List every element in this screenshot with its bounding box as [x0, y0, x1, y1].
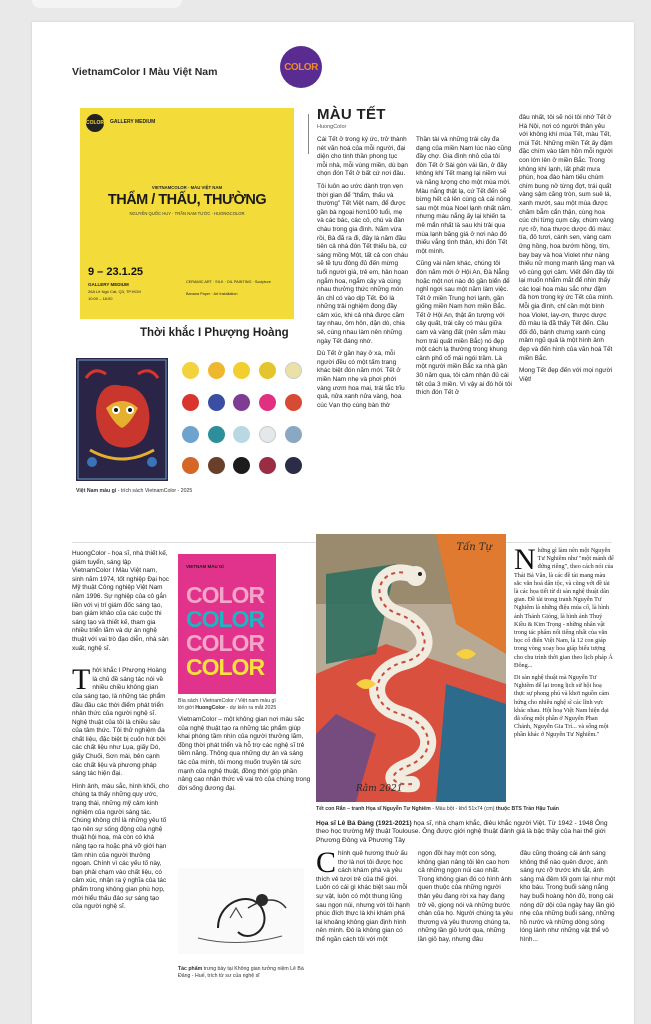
top-tab: [32, 0, 182, 8]
color-swatch: [182, 394, 199, 411]
bio-p2: [72, 663, 170, 779]
snake-painting-svg: [316, 534, 506, 802]
nguyen-p1: [514, 547, 614, 670]
le-ba-dang-name: Họa sĩ Lê Bá Đảng (1921-2021): [316, 820, 412, 827]
magazine-page: [32, 22, 634, 1024]
book-label: VIETNAM MÀU GÌ: [186, 564, 224, 569]
color-swatch: [233, 426, 250, 443]
book-cover: [178, 554, 276, 694]
col3-p2: Mong Tết đẹp đến với mọi người Việt!: [519, 367, 613, 383]
col2-p2: Cũng vài năm khác, chúng tôi đón năm mới ở Hội An, Đà Nẵng hoặc một nơi nào đó gần biển để nghỉ ngơi sau một năm làm việc. Tết ở miền Trung hơi lạnh, gần giống miền Nam hơn miền Bắc. Tết ở Hội An, thật ấn tượng với cây quất, trái cây có màu giữa cam và vàng đất (nên sắm màu hơn trái quất miền Bắc) nó đẹp một cách lạ thường trong khung cảnh phố cổ mái ngói trầm. Là một người miền Bắc xa nhà gần 30 năm qua, tôi cảm nhận đủ cái tết của 3 miền. Vì vậy ai đó hỏi tôi thích đón Tết ở: [416, 260, 512, 397]
col2-p1: Thần tài và những trái cây đa dạng của miền Nam lúc nào cũng đầy chợ. Gia đình nhỏ của tôi đón Tết ở Sài gòn vài lần, ở đây không khí Tết mang lại niềm vui và năng lượng cho một mùa mới. Màu nắng thật lạ, cứ Tết đến sẽ bừng hết cả lên cùng cả cái nóng sau một mùa Noel lạnh nhất năm, nhưng màu nắng ấy lại khiến ta mê mẩn nhất là sau khi trải qua mùa lạnh băng giá ở nơi nào đó thiếu vắng tình thân, khi đón Tết một mình.: [416, 136, 512, 255]
color-swatch: [285, 362, 302, 379]
bottom-c1: [316, 850, 412, 945]
poster-eyebrow: VIETNAMCOLOR · MÀU VIỆT NAM: [151, 185, 223, 190]
col1-p1: Cái Tết ở trong ký ức, trở thành nét văn hoá của mỗi người, đại diện cho tinh thần phong tục mỗi nhà, mỗi vùng miền, dù bạn chọn đón Tết ở bất cứ nơi đâu.: [317, 136, 408, 178]
bottom-column-2: ngọn đồi hay một con sông, không gian nâng tôi lên cao hơn cả những ngọn núi cao nhất. Trong không gian đó có hình ảnh quen thuộc của những người thân yêu đang rời xa hay đang trở về, giọng nói và những bước chân của họ. Người chúng ta yêu thương và yêu thương chúng ta, những lần giỏ lướt qua, những lần giỏ bay, nhưng đâu: [418, 850, 513, 943]
poster-hours: 10:00 – 18:00: [88, 296, 113, 301]
row1-caption-rest: - trích sách VietnamColor - 2025: [117, 488, 193, 494]
color-swatch: [259, 457, 276, 474]
article-column-3: [519, 114, 615, 534]
row1-caption: [76, 488, 316, 495]
color-swatch: [233, 457, 250, 474]
color-swatch: [233, 362, 250, 379]
poster-logo-text: COLOR: [85, 120, 105, 126]
phoenix-painting-svg: [76, 358, 168, 481]
poster-artists: NGUYỄN QUỐC HUY · TRẦN NAM TƯỚC · HUONGCOLOR: [129, 211, 245, 216]
swatch-grid: [178, 362, 306, 480]
snake-caption-bold: Tết con Rắn – tranh Họa sĩ Nguyễn Tư Nghiêm: [316, 806, 431, 812]
bottom-column-3: đâu cũng thoáng cái ánh sáng không thể nào quên được, ánh sáng rực rỡ trước khi tắt, ánh sáng mà đêm tối gom lại như một kho báu. Trong buổi sáng nắng hay buổi hoàng hôn đỏ, trong cái nóng dữ dội của ngày hay lần gió nhẹ của những buổi sáng, những hồ nước và những dòng sông lóng lánh như những vật thể vô hình...: [520, 850, 616, 943]
color-swatch: [182, 457, 199, 474]
book-caption-author: HuongColor: [195, 704, 226, 711]
snake-caption-end: thuộc BTS Trần Hậu Tuấn: [495, 806, 559, 812]
moment-heading: Thời khắc I Phượng Hoàng: [140, 327, 289, 339]
snake-year: Rằm 2021: [356, 784, 403, 794]
nguyen-drop-cap: N: [514, 547, 536, 576]
phoenix-painting: [76, 358, 168, 481]
poster-venue-address: 26A Lê Ngô Cát, Q3, TP.HCM: [88, 289, 141, 294]
le-ba-dang-rest: họa sĩ, nhà chạm khắc, điêu khắc người Việt. Từ 1942 - 1948 Ông theo học trường Mỹ thuật Toulouse. Ông được giới nghệ thuật đánh giá là bậc thầy của hai thế giới Phương Đông và Phương Tây: [316, 820, 608, 844]
book-word-1: COLOR: [186, 582, 265, 608]
poster-dates: 9 – 23.1.25: [88, 266, 144, 278]
book-word-4: COLOR: [186, 654, 265, 680]
nguyen-tu-nghiem-text: [514, 547, 614, 807]
lbd-caption-bold: Tác phẩm: [178, 966, 203, 972]
snake-caption-mid: - Màu bột - khổ 51x74 (cm): [432, 806, 495, 812]
poster-venue-name: GALLERY MEDIUM: [88, 282, 129, 287]
color-swatch: [208, 426, 225, 443]
article-divider: [308, 114, 309, 154]
bio-p1: HuongColor - họa sĩ, nhà thiết kế, giám tuyển, sáng lập VietnamColor I Màu Việt nam, sinh năm 1974, tốt nghiệp Đại học Mỹ thuật Công nghiệp Việt Nam năm 1996. Sự nghiệp của cô gắn liền với vị trí giám đốc sáng tạo, ban giám khảo của các cuộc thi sáng tạo và thiết kế, tham gia nhiều triển lãm và dự án nghệ thuật với vai trò đạo diễn, nhà sản xuất, nghệ sĩ.: [72, 550, 169, 652]
color-swatch: [208, 394, 225, 411]
snake-signature: Tấn Tự: [456, 542, 492, 553]
color-swatch: [259, 362, 276, 379]
le-ba-dang-caption: [178, 966, 312, 979]
book-caption-sub: [178, 705, 318, 712]
book-caption-title: Bìa sách I VietnamColor / Việt nam màu gì: [178, 698, 276, 704]
book-caption: [178, 698, 318, 711]
col1-p2: Tôi luôn ao ước dành trọn vẹn thời gian để "thẩm, thấu và thường" Tết Việt nam, để được gần bà ngoại hơn100 tuổi, mẹ và các bác, các cô, chú và đàn cháu trong gia đình. Năm vừa rồi, Bà đã ra đi, đây là năm đầu tiên cả nhà đón Tết thiếu bà, cứ sáng mồng Một, tất cả con cháu sẽ tề tựu đông đủ đến mừng tuổi người già, trẻ em, hân hoan ngắm hoa, ngắm cây và cùng nhau thưởng thức những món ăn chỉ có vào dịp Tết. Đó là những trải nghiệm đong đầy cảm xúc, khi cả nhà được cầm tay nhau, ôm hôn, dặn dò, chia sẻ, cùng nhau làm nên những ngày Tết đáng nhớ.: [317, 182, 409, 345]
book-caption-post: - dự kiến ra mắt 2025: [226, 704, 277, 711]
book-caption-pre: lời giới: [178, 704, 196, 711]
lbd-caption-rest: trưng bày tại Không gian tưởng niệm Lê Bá Đảng - Huế, trích từ sư của nghệ sĩ: [178, 966, 304, 979]
article-byline: HuongColor: [317, 124, 347, 130]
brand-header: VietnamColor I Màu Việt Nam: [72, 66, 218, 78]
bottom-c1-text: hính quê hương thuở ấu thơ là nơi tôi được học cách khám phá và yêu thích vẻ tươi trẻ của thế giới. Luôn có cái gì khác biệt sau mỗi sự vật, luôn có một thung lũng sau ngọn núi, nhưng với tôi hạnh phúc đích thực là khi khám phá lại khoảng không gian định hình nên mình. Đó là không gian có thể ngăn cách tôi với một: [316, 850, 410, 943]
color-swatch: [259, 394, 276, 411]
color-swatch: [208, 457, 225, 474]
color-swatch: [182, 426, 199, 443]
le-ba-dang-artwork: [178, 868, 304, 954]
col1-p3: Dù Tết ở gần hay ở xa, mỗi người đều có một tấm trang khác biệt đón năm mới. Tết ở miền Nam nhẹ và phơi phới vàng ươm hoa mai, trái tắc trĩu quả, nửa xanh nửa vàng, hoa cúc Vạn thọ cùng bàn thờ: [317, 350, 405, 409]
bio-drop-cap: T: [72, 663, 91, 697]
bottom-column-1: [316, 850, 412, 1022]
poster-color-logo: [86, 114, 104, 132]
nguyen-p1-text: hững gì làm nên một Nguyễn Tư Nghiêm như "một mảnh đế đứng riêng", theo cách nói của Thái Bá Vân, là các đề tài mang màu sắc văn hoá dân tộc, và cũng với đề tài là các họa tiết từ di sản nghệ thuật dân gian. Đề tài trong tranh Nguyễn Tư Nghiêm là những điệu múa cổ, là hình ảnh Thánh Gióng, là hình ảnh Thuý Kiều & Kim Trọng - những nhân vật trong tác phẩm nổi tiếng nhất của văn học cổ điển Việt Nam, là 12 con giáp trong vòng xoay hoa giáp biểu tượng cho chu trình thời gian theo lịch pháp Á Đông...: [514, 547, 614, 669]
color-swatch: [259, 426, 276, 443]
poster-media-2: Banana Paper · Art Installation: [186, 292, 238, 296]
col3-p1: đâu nhất, tôi sẽ nói tôi nhớ Tết ở Hà Nội, nơi có người thân yêu với không khí mùa Tết, màu Tết, mùi Tết. Những miền Tết ấy đậm đặc chím vào tâm hồn mỗi người con lớn lên ở miền Bắc. Trong không khí lạnh, lất phất mưa phùn, hoa đào hàm tiếu chúm chím bung nở từng đợt, trái quất vàng sậm căng tròn, sum suê lá, xanh mướt, sau một mùa được chăm bẵm cẩn thận, cùng hoa cúc chi từng cụm cây, chùm vàng rực rỡ, hoa thược dược đủ màu: tía, đỏ tươi, cánh sen, vàng cam ửng hồng, hoa bướm hồng, tím, bay bay và hoa Violet như nàng thiếu nữ mong manh lặng mạn và vô cùng gợi cảm. Viết đến đây tôi lại muốn nhắm mắt để nhìn thấy các loại hoa màu sắc như đậm đà hơn trong ký ức Tết của mình. Mỗi gia đình, chỉ cần một bình hoa Violet, lay-ơn, thược dược đủ màu là đã thấy Tết đến. Cầu đối đỏ, bánh chưng xanh cùng mâm ngũ quả là một hình ảnh đẹp và đến hình của văn hoá Tết miền Bắc.: [519, 114, 615, 362]
color-swatch: [285, 426, 302, 443]
le-ba-dang-artwork-svg: [178, 868, 304, 954]
book-word-2: COLOR: [186, 606, 265, 632]
article-column-1: [317, 136, 409, 536]
row1-caption-bold: Việt Nam màu gì: [76, 488, 117, 494]
book-word-3: COLOR: [186, 630, 265, 656]
color-swatch: [233, 394, 250, 411]
bio-p2-text: hời khắc I Phượng Hoàng là chủ đề sáng tác nói về nhiều chiều không gian của sáng tạo, là những tác phẩm đầu đầu các thời điểm phát triển nhân thức của người nghệ sĩ. Nghệ thuật của tôi là chiều sâu của tâm thức. Tôi thử nghiệm đa chất liệu, đặc biệt bị cuốn hút bởi các chất liệu như Lụa, giấy Dó, giấy Chuối, Sơn mài, bên cạnh các chất liệu và phương pháp sáng tác hiện đại.: [72, 667, 167, 778]
color-swatch: [208, 362, 225, 379]
color-logo: [280, 46, 322, 88]
poster-gallery-logo: GALLERY MEDIUM: [110, 119, 156, 125]
le-ba-dang-bio: [316, 820, 616, 845]
article-title: MÀU TẾT: [317, 106, 386, 123]
poster-title: THẨM / THẤU, THƯỜNG: [107, 192, 267, 208]
vietnamcolor-text: VietnamColor – một không gian nơi màu sắc của nghệ thuật tạo ra những tác phẩm giúp khai phóng tầm nhìn của người thưởng lãm, đồng thời phát triển và hỗ trợ các nghệ sĩ trẻ tiềm năng. Thông qua những dự án và sáng tác của mình, tôi mong muốn truyền tải sức mạnh của nghệ thuật, đồng thời góp phần nâng cao nhận thức về vai trò của chúng trong đời sống đương đại.: [178, 716, 311, 792]
bottom-drop-cap: C: [316, 850, 337, 879]
bio-p3: Hình ảnh, màu sắc, hình khối, cho chúng ta thấy những quy ước, trạng thái, những mỹ cảm kinh nghiệm của người sáng tác. Chúng không chỉ là những yêu tố tạo nên sự sống động của nghệ thuật hội hoạ, mà còn có khả năng tạo ra hoặc phá vỡ giới hạn tầm nhìn của người thưởng ngoạn. Chính vì các yếu tố này, bạn phải chạm vào chất liệu, có cảm xúc, nhận ra ý nghĩa của tác phẩm trong không gian phù hợp, mới hiểu thấu đáo sự sáng tạo của người nghệ sĩ.: [72, 782, 169, 911]
snake-painting: [316, 534, 506, 802]
color-swatch: [285, 394, 302, 411]
exhibition-poster: [80, 108, 294, 319]
color-logo-text: COLOR: [284, 61, 318, 73]
color-swatch: [182, 362, 199, 379]
poster-media-1: CERAMIC ART · SILK · OIL PAINTING · Sculpture: [186, 280, 271, 284]
color-swatch: [285, 457, 302, 474]
bio-text: [72, 550, 170, 1010]
article-column-2: [416, 136, 512, 536]
nguyen-p2: Di sản nghệ thuật mà Nguyễn Tư Nghiêm để lại trong lịch sử hội hoạ thực sự phong phú và khơi nguồn cảm hứng cho nhiều nghệ sĩ các lĩnh vực khác nhau. Hội hoạ Việt Nam hiện đại đã sống một phần ở Nguyễn Phan Chánh, Nguyễn Gia Trí... và sống một phần khác ở Nguyễn Tư Nghiêm.": [514, 674, 610, 739]
